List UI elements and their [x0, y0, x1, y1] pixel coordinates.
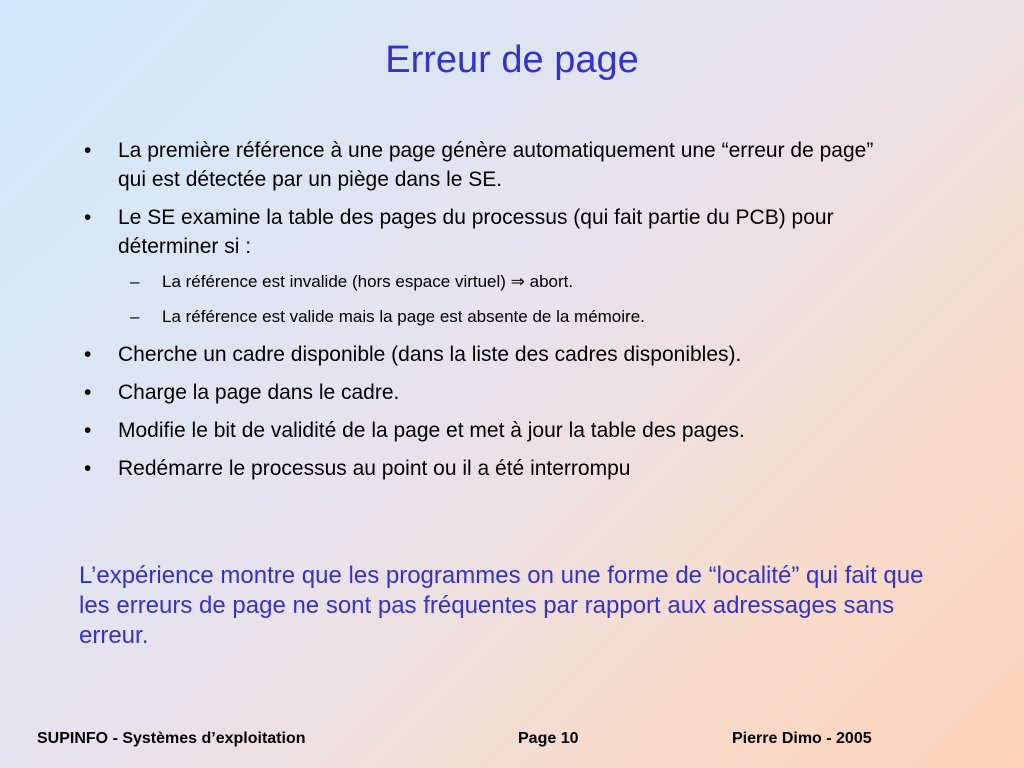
bullet-marker: • [84, 381, 92, 404]
bullet-marker: • [84, 419, 92, 442]
footer-author: Pierre Dimo - 2005 [732, 730, 872, 747]
bullet-text: Redémarre le processus au point ou il a été interrompu [118, 457, 631, 480]
subbullet-text: La référence est invalide (hors espace virtuel) ⇒ abort. [162, 272, 574, 291]
bullet-item [80, 378, 900, 407]
bullet-marker: • [84, 139, 92, 162]
dash-marker: – [130, 272, 140, 291]
slide-title: Erreur de page [385, 39, 639, 81]
subbullet-item [80, 270, 900, 294]
bullet-text: Charge la page dans le cadre. [118, 381, 400, 404]
bullet-marker: • [84, 206, 92, 229]
bullet-text: Modifie le bit de validité de la page et met à jour la table des pages. [118, 419, 745, 442]
subbullet-text: La référence est valide mais la page est absente de la mémoire. [162, 307, 645, 326]
bullet-text: Cherche un cadre disponible (dans la liste des cadres disponibles). [118, 343, 742, 366]
bullet-list [80, 136, 900, 492]
dash-marker: – [130, 307, 140, 326]
subbullet-item [80, 305, 900, 329]
footer-course: SUPINFO - Systèmes d’exploitation [37, 730, 306, 747]
bullet-item [80, 340, 900, 369]
footer-page-number: Page 10 [518, 730, 579, 747]
bullet-item [80, 454, 900, 483]
bullet-marker: • [84, 457, 92, 480]
bullet-marker: • [84, 343, 92, 366]
bullet-item [80, 136, 900, 194]
bullet-item [80, 416, 900, 445]
bullet-item [80, 203, 900, 261]
bullet-text: Le SE examine la table des pages du processus (qui fait partie du PCB) pour déterminer si : [118, 206, 834, 258]
note-paragraph: L’expérience montre que les programmes on une forme de “localité” qui fait que les erreurs de page ne sont pas fréquentes par rapport aux adressages sans erreur. [79, 562, 924, 649]
bullet-text: La première référence à une page génère automatiquement une “erreur de page” qui est détectée par un piège dans le SE. [118, 139, 874, 191]
